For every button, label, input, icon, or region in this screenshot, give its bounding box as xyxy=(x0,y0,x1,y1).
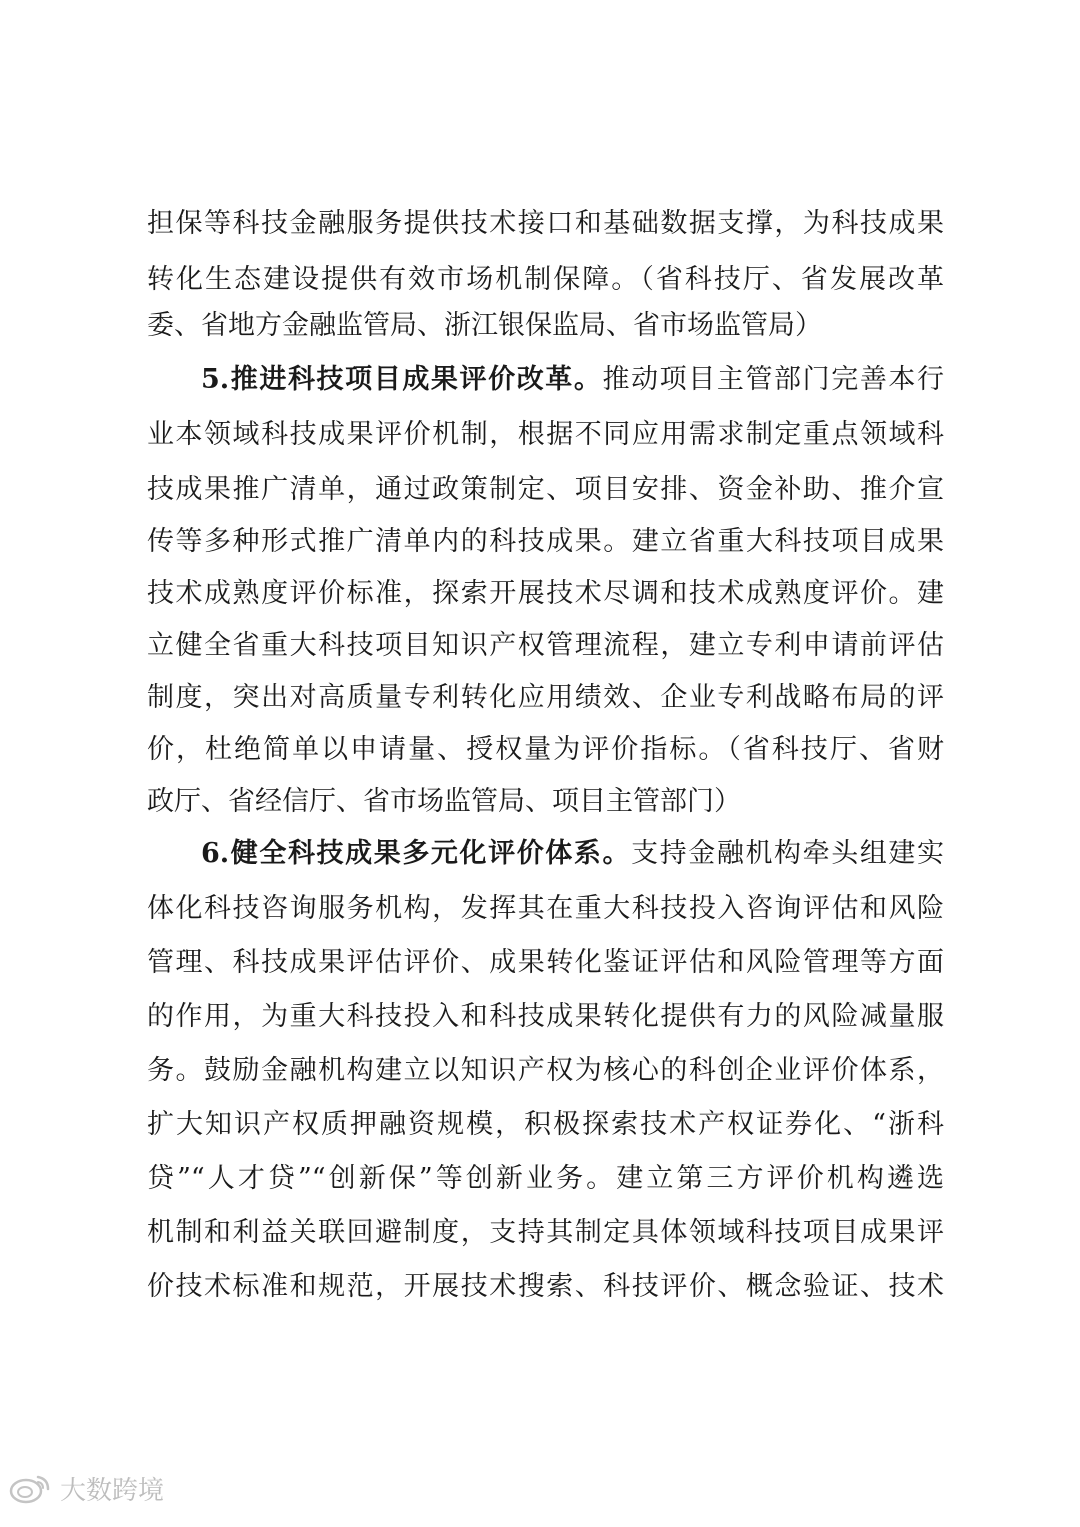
paragraph-line: 业本领域科技成果评价机制，根据不同应用需求制定重点领域科 xyxy=(147,419,944,450)
paragraph-line: 技术成熟度评价标准，探索开展技术尽调和技术成熟度评价。建 xyxy=(147,578,944,609)
paragraph-line: 制度，突出对高质量专利转化应用绩效、企业专利战略布局的评 xyxy=(147,682,944,713)
paragraph-line: 委、省地方金融监管局、浙江银保监局、省市场监管局） xyxy=(147,310,822,341)
paragraph-line: 机制和利益关联回避制度，支持其制定具体领域科技项目成果评 xyxy=(147,1217,944,1248)
paragraph-line: 贷”“人才贷”“创新保”等创新业务。建立第三方评价机构遴选 xyxy=(147,1163,944,1194)
paragraph-line: 管理、科技成果评估评价、成果转化鉴证评估和风险管理等方面 xyxy=(147,947,944,978)
paragraph-line: 价技术标准和规范，开展技术搜索、科技评价、概念验证、技术 xyxy=(147,1271,944,1302)
section-heading-6: 6.健全科技成果多元化评价体系。 xyxy=(201,838,632,869)
section-5-first-line xyxy=(201,352,944,408)
paragraph-line: 立健全省重大科技项目知识产权管理流程，建立专利申请前评估 xyxy=(147,630,944,661)
paragraph-line: 担保等科技金融服务提供技术接口和基础数据支撑，为科技成果 xyxy=(147,208,944,239)
section-6-first-line xyxy=(201,826,944,882)
paragraph-line: 传等多种形式推广清单内的科技成果。建立省重大科技项目成果 xyxy=(147,526,944,557)
section-6-intro-text: 支持金融机构牵头组建实 xyxy=(631,838,945,869)
paragraph-line: 转化生态建设提供有效市场机制保障。（省科技厅、省发展改革 xyxy=(147,264,944,295)
paragraph-line: 价，杜绝简单以申请量、授权量为评价指标。（省科技厅、省财 xyxy=(147,734,944,765)
section-5-intro-text: 推动项目主管部门完善本行 xyxy=(602,364,945,395)
paragraph-line: 体化科技咨询服务机构，发挥其在重大科技投入咨询评估和风险 xyxy=(147,893,944,924)
paragraph-line: 政厅、省经信厅、省市场监管局、项目主管部门） xyxy=(147,786,741,817)
watermark-text: 大数跨境 xyxy=(60,1475,165,1506)
paragraph-line: 扩大知识产权质押融资规模，积极探索技术产权证券化、“浙科 xyxy=(147,1109,944,1140)
paragraph-line: 务。鼓励金融机构建立以知识产权为核心的科创企业评价体系， xyxy=(147,1055,944,1086)
section-heading-5: 5.推进科技项目成果评价改革。 xyxy=(201,364,603,395)
paragraph-line: 的作用，为重大科技投入和科技成果转化提供有力的风险减量服 xyxy=(147,1001,944,1032)
watermark xyxy=(8,1466,164,1510)
paragraph-line: 技成果推广清单，通过政策制定、项目安排、资金补助、推介宣 xyxy=(147,474,944,505)
weibo-like-logo-icon xyxy=(8,1471,54,1505)
